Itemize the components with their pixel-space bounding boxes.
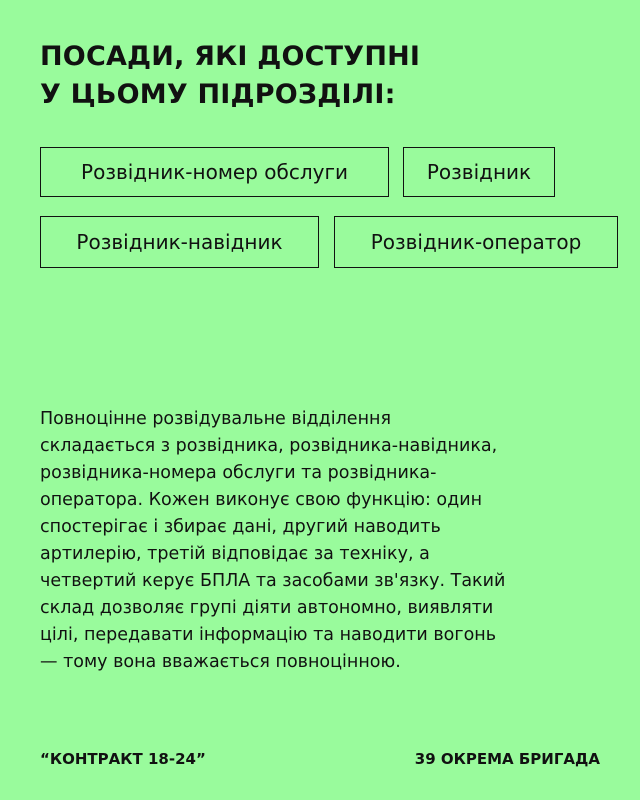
description-line: оператора. Кожен виконує свою функцію: один <box>40 490 483 510</box>
description-line: складається з розвідника, розвідника-навідника, <box>40 436 498 456</box>
description-line: розвідника-номера обслуги та розвідника- <box>40 463 437 483</box>
page-title <box>40 38 600 114</box>
position-tag-scout: Розвідник <box>403 147 555 197</box>
page-title-line-2: У ЦЬОМУ ПІДРОЗДІЛІ: <box>40 79 396 110</box>
position-tag-operator: Розвідник-оператор <box>334 216 618 268</box>
description-line: спостерігає і збирає дані, другий наводить <box>40 517 441 537</box>
footer-program-name: “КОНТРАКТ 18-24” <box>40 750 206 768</box>
description-line: склад дозволяє групі діяти автономно, виявляти <box>40 598 494 618</box>
description-line: Повноцінне розвідувальне відділення <box>40 409 391 429</box>
footer-brigade-name: 39 ОКРЕМА БРИГАДА <box>414 750 600 768</box>
position-tag-gunner: Розвідник-навідник <box>40 216 319 268</box>
description-paragraph <box>40 406 615 676</box>
description-line: цілі, передавати інформацію та наводити вогонь <box>40 625 497 645</box>
position-tag-number-crew: Розвідник-номер обслуги <box>40 147 389 197</box>
description-line: четвертий керує БПЛА та засобами зв'язку. Такий <box>40 571 506 591</box>
description-line: артилерію, третій відповідає за техніку, а <box>40 544 430 564</box>
page-title-line-1: ПОСАДИ, ЯКІ ДОСТУПНІ <box>40 41 421 72</box>
description-line: — тому вона вважається повноцінною. <box>40 652 401 672</box>
